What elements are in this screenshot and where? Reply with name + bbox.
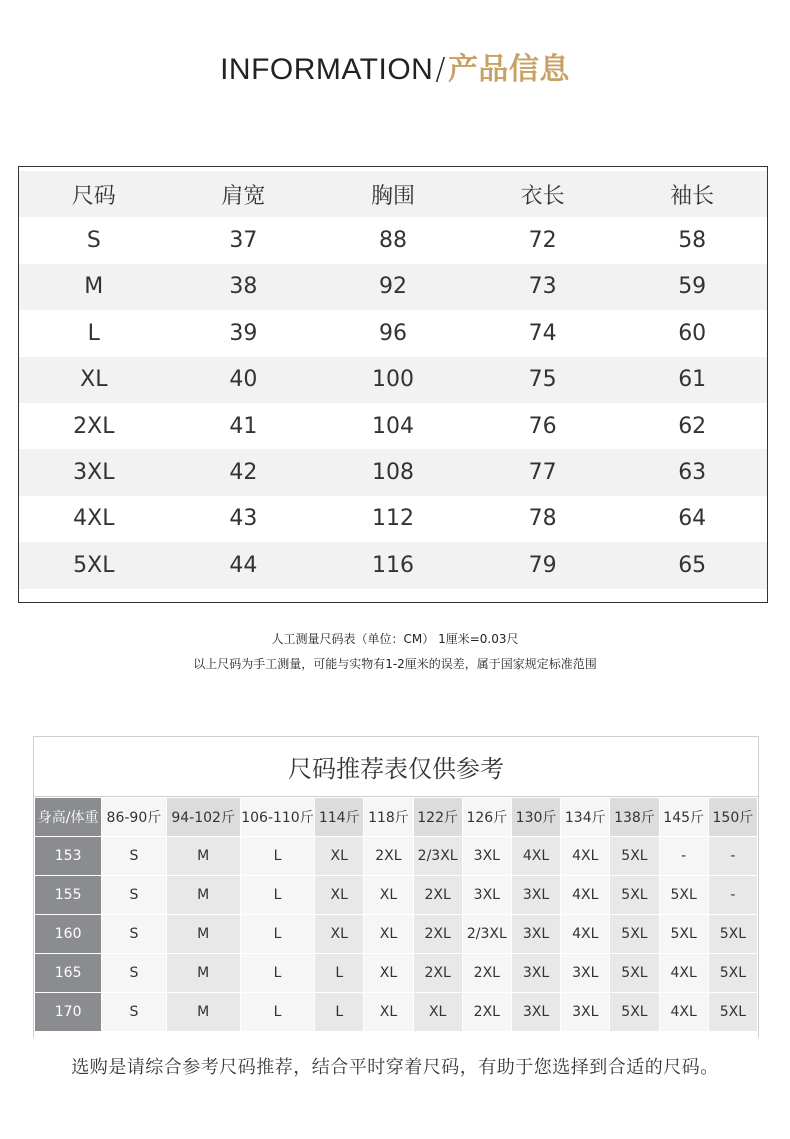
size-table-cell: 42 <box>169 449 319 495</box>
recommend-cell: 2/3XL <box>463 915 511 953</box>
recommend-cell: XL <box>315 876 363 914</box>
recommend-cell: XL <box>364 993 412 1031</box>
recommend-cell: S <box>102 993 165 1031</box>
size-table-cell: 79 <box>468 542 618 588</box>
recommendation-table <box>33 736 759 1038</box>
size-table-cell: 61 <box>617 357 767 403</box>
size-table-cell: 3XL <box>19 449 169 495</box>
recommend-cell: M <box>167 954 240 992</box>
recommend-header-cell: 114斤 <box>315 798 363 836</box>
size-table-cell: 2XL <box>73 413 115 439</box>
recommend-cell: - <box>709 876 757 914</box>
size-table-cell: 43 <box>229 506 258 532</box>
recommend-cell: M <box>167 915 240 953</box>
recommend-header-cell: 106-110斤 <box>241 798 314 836</box>
recommend-header-cell: 身高/体重 <box>35 798 101 836</box>
recommend-height-cell: 160 <box>35 915 101 953</box>
recommend-cell: 5XL <box>709 954 757 992</box>
size-table-row <box>19 403 767 449</box>
size-table-cell: 112 <box>371 506 414 532</box>
recommend-cell: 5XL <box>610 915 658 953</box>
recommend-row <box>35 993 757 1031</box>
recommend-cell: M <box>167 837 240 875</box>
size-table-cell: 40 <box>169 357 319 403</box>
recommend-cell: M <box>167 876 240 914</box>
size-table-cell: 58 <box>678 228 707 254</box>
recommend-cell: 3XL <box>512 954 560 992</box>
recommend-row <box>35 876 757 914</box>
size-table-header-cell: 袖长 <box>617 171 767 217</box>
recommend-row <box>35 954 757 992</box>
recommend-cell: 2XL <box>463 954 511 992</box>
size-table-cell: 76 <box>528 413 557 439</box>
size-table-cell: 108 <box>318 449 468 495</box>
size-table-header-cell: 肩宽 <box>169 171 319 217</box>
error-note: 以上尺码为手工测量，可能与实物有1-2厘米的误差，属于国家规定标准范围 <box>193 657 597 671</box>
recommend-cell: 5XL <box>709 993 757 1031</box>
recommend-cell: - <box>709 837 757 875</box>
size-table-header-row <box>19 171 767 217</box>
recommend-header-cell: 145斤 <box>660 798 708 836</box>
recommend-cell: L <box>315 954 363 992</box>
recommend-height-cell: 153 <box>35 837 101 875</box>
size-table-row <box>19 449 767 495</box>
recommend-header-cell: 130斤 <box>512 798 560 836</box>
recommendation-title: 尺码推荐表仅供参考 <box>34 737 758 797</box>
recommend-cell: 5XL <box>660 876 708 914</box>
size-table-cell: 100 <box>318 357 468 403</box>
size-table-cell: XL <box>19 357 169 403</box>
recommend-cell: 4XL <box>561 876 609 914</box>
recommend-cell: 3XL <box>561 954 609 992</box>
recommend-cell: 5XL <box>610 876 658 914</box>
page-title <box>0 44 790 88</box>
size-table-cell: 92 <box>318 264 468 310</box>
recommend-header-cell: 138斤 <box>610 798 658 836</box>
recommend-cell: 4XL <box>561 915 609 953</box>
size-table-cell: 41 <box>229 413 258 439</box>
recommend-height-cell: 165 <box>35 954 101 992</box>
size-table-cell: 37 <box>229 228 258 254</box>
footer-note: 选购是请综合参考尺码推荐，结合平时穿着尺码，有助于您选择到合适的尺码。 <box>71 1057 719 1078</box>
size-table-cell: 72 <box>528 228 557 254</box>
recommend-cell: S <box>102 915 165 953</box>
recommend-cell: 4XL <box>660 954 708 992</box>
recommend-cell: 3XL <box>561 993 609 1031</box>
size-table-cell: 39 <box>229 320 258 346</box>
size-table-header-cell: 胸围 <box>318 171 468 217</box>
recommend-cell: L <box>241 837 314 875</box>
recommend-cell: XL <box>364 954 412 992</box>
title-chinese: 产品信息 <box>447 52 570 87</box>
recommend-cell: L <box>315 993 363 1031</box>
size-table-row <box>19 542 767 588</box>
recommend-cell: 2XL <box>414 954 462 992</box>
size-table-cell: L <box>87 320 100 346</box>
recommend-header-cell: 126斤 <box>463 798 511 836</box>
recommend-cell: 2XL <box>463 993 511 1031</box>
recommend-cell: 4XL <box>512 837 560 875</box>
size-table-row <box>19 496 767 542</box>
recommend-cell: XL <box>315 915 363 953</box>
recommend-cell: 3XL <box>463 837 511 875</box>
size-table-row <box>19 217 767 263</box>
size-table-row <box>19 357 767 403</box>
size-table-header-cell: 尺码 <box>19 171 169 217</box>
recommend-row <box>35 915 757 953</box>
size-table-cell: 5XL <box>19 542 169 588</box>
title-english: INFORMATION <box>220 53 434 86</box>
recommend-header-cell: 122斤 <box>414 798 462 836</box>
recommend-cell: S <box>102 837 165 875</box>
recommend-header-cell: 150斤 <box>709 798 757 836</box>
recommend-cell: 3XL <box>512 915 560 953</box>
size-table-cell: 104 <box>371 413 414 439</box>
title-separator: / <box>435 52 446 87</box>
recommend-cell: S <box>102 954 165 992</box>
recommend-height-cell: 155 <box>35 876 101 914</box>
size-table-cell: 73 <box>468 264 618 310</box>
size-table-row <box>19 264 767 310</box>
recommend-cell: 4XL <box>660 993 708 1031</box>
size-table-cell: 74 <box>528 320 557 346</box>
size-table-row <box>19 310 767 356</box>
size-table-cell: 64 <box>678 506 707 532</box>
recommend-cell: XL <box>364 876 412 914</box>
recommend-cell: 5XL <box>610 993 658 1031</box>
recommend-cell: 3XL <box>463 876 511 914</box>
size-table-header-cell: 衣长 <box>468 171 618 217</box>
recommend-cell: 5XL <box>660 915 708 953</box>
recommend-cell: 2XL <box>414 876 462 914</box>
size-table-cell: 75 <box>468 357 618 403</box>
size-table-cell: 63 <box>617 449 767 495</box>
size-table-cell: 78 <box>528 506 557 532</box>
recommend-cell: 3XL <box>512 876 560 914</box>
recommend-cell: XL <box>364 915 412 953</box>
size-table-cell: 96 <box>378 320 407 346</box>
recommend-cell: 4XL <box>561 837 609 875</box>
recommend-cell: 2XL <box>364 837 412 875</box>
size-table <box>18 166 768 603</box>
recommend-cell: M <box>167 993 240 1031</box>
recommend-header-cell: 134斤 <box>561 798 609 836</box>
size-table-cell: S <box>86 228 101 254</box>
recommend-cell: 5XL <box>610 837 658 875</box>
recommend-cell: L <box>241 915 314 953</box>
recommend-cell: XL <box>414 993 462 1031</box>
size-table-cell: 77 <box>468 449 618 495</box>
recommend-cell: 5XL <box>610 954 658 992</box>
size-table-cell: 4XL <box>73 506 115 532</box>
recommend-header-cell: 86-90斤 <box>102 798 165 836</box>
size-table-cell: 62 <box>678 413 707 439</box>
recommend-cell: 2/3XL <box>414 837 462 875</box>
recommend-cell: L <box>241 993 314 1031</box>
recommend-cell: XL <box>315 837 363 875</box>
size-table-cell: 116 <box>318 542 468 588</box>
recommend-cell: L <box>241 876 314 914</box>
measurement-note: 人工测量尺码表（单位：CM） 1厘米=0.03尺 <box>271 632 519 646</box>
recommend-header-row <box>35 798 757 836</box>
size-table-cell: M <box>19 264 169 310</box>
recommend-cell: 5XL <box>709 915 757 953</box>
size-table-cell: 59 <box>617 264 767 310</box>
size-table-cell: 88 <box>378 228 407 254</box>
recommend-header-cell: 118斤 <box>364 798 412 836</box>
recommend-height-cell: 170 <box>35 993 101 1031</box>
recommend-cell: 3XL <box>512 993 560 1031</box>
size-table-cell: 65 <box>617 542 767 588</box>
recommend-cell: 2XL <box>414 915 462 953</box>
recommend-header-cell: 94-102斤 <box>167 798 240 836</box>
recommend-row <box>35 837 757 875</box>
recommend-cell: - <box>660 837 708 875</box>
recommend-cell: S <box>102 876 165 914</box>
size-table-cell: 44 <box>169 542 319 588</box>
size-table-cell: 60 <box>678 320 707 346</box>
recommend-cell: L <box>241 954 314 992</box>
size-table-cell: 38 <box>169 264 319 310</box>
